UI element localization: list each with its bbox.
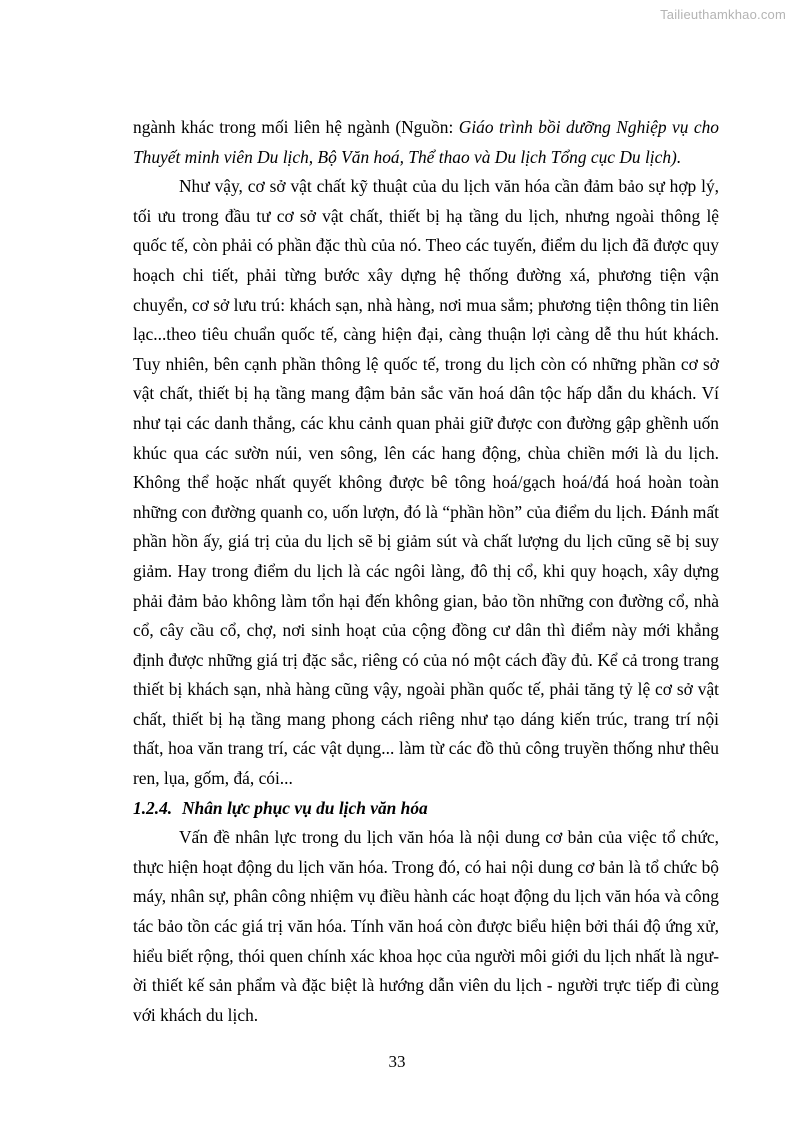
paragraph-human-resources <box>133 823 719 1030</box>
section-heading <box>133 794 719 824</box>
para2-line: phải đảm bảo không làm tổn hại đến không gian, bảo tồn những con đường cổ, nhà <box>133 590 719 611</box>
paragraph-infrastructure <box>133 172 719 793</box>
para2-line: phần hồn ấy, giá trị của du lịch sẽ bị giảm sút và chất lượng du lịch cũng sẽ bị suy <box>133 531 719 552</box>
para2-line: ren, lụa, gốm, đá, cói... <box>133 768 293 789</box>
para2-line: như tại các danh thắng, các khu cảnh quan phải giữ được con đường gập ghềnh uốn <box>133 412 719 433</box>
para3-line: với khách du lịch. <box>133 1004 259 1025</box>
para3-line: máy, nhân sự, phân công nhiệm vụ điều hành các hoạt động du lịch văn hóa và công <box>133 886 719 907</box>
para2-line: cổ, cây cầu cổ, chợ, nơi sinh hoạt của cộng đồng cư dân thì điểm này mới khẳng <box>133 620 719 641</box>
para3-line: thực hiện hoạt động du lịch văn hóa. Trong đó, có hai nội dung cơ bản là tổ chức bộ <box>133 856 719 877</box>
watermark: Tailieuthamkhao.com <box>660 7 786 22</box>
para3-line: ời thiết kế sản phẩm và đặc biệt là hướng dẫn viên du lịch - người trực tiếp đi cùng <box>133 975 719 996</box>
page-number: 33 <box>388 1052 406 1071</box>
para3-line: tác bảo tồn các giá trị văn hóa. Tính văn hoá còn được biểu hiện bởi thái độ ứng xử, <box>133 916 719 937</box>
para2-line: hoạch chi tiết, phải từng bước xây dựng hệ thống đường xá, phương tiện vận <box>133 264 719 285</box>
para2-line: vật chất, thiết bị hạ tầng mang đậm bản sắc văn hoá dân tộc hấp dẫn du khách. Ví <box>133 383 719 404</box>
para2-line: Tuy nhiên, bên cạnh phần thông lệ quốc tế, trong du lịch còn có những phần cơ sở <box>133 353 719 374</box>
para2-line: chuyển, cơ sở lưu trú: khách sạn, nhà hàng, nơi mua sắm; phương tiện thông tin liên <box>133 294 719 315</box>
para2-line: chất, thiết bị hạ tầng mang phong cách riêng như tạo dáng kiến trúc, trang trí nội <box>133 708 719 729</box>
para2-line: tối ưu trong đầu tư cơ sở vật chất, thiết bị hạ tầng du lịch, nhưng ngoài thông lệ <box>133 205 719 226</box>
para2-line: định được những giá trị đặc sắc, riêng có của nó một cách đầy đủ. Kể cả trong trang <box>133 649 719 670</box>
para3-line: Vấn đề nhân lực trong du lịch văn hóa là nội dung cơ bản của việc tổ chức, <box>179 827 719 848</box>
section-title: Nhân lực phục vụ du lịch văn hóa <box>182 797 428 818</box>
document-body <box>133 113 719 1030</box>
para1-line1 <box>133 113 719 143</box>
para1-line1-plain: ngành khác trong mối liên hệ ngành (Nguồn: <box>133 117 459 137</box>
para2-line: thiết bị khách sạn, nhà hàng cũng vậy, ngoài phần quốc tế, phải tăng tỷ lệ cơ sở vật <box>133 679 719 700</box>
para1-line2: Thuyết minh viên Du lịch, Bộ Văn hoá, Thể thao và Du lịch Tổng cục Du lịch). <box>133 146 682 167</box>
para1-line1-italic: Giáo trình bồi dưỡng Nghiệp vụ cho <box>458 117 719 137</box>
para2-line: khúc qua các sườn núi, ven sông, lên các hang động, chùa chiền mới là du lịch. <box>133 442 719 463</box>
para2-line: quốc tế, còn phải có phần đặc thù của nó. Theo các tuyến, điểm du lịch đã được quy <box>133 235 719 256</box>
para2-line: lạc...theo tiêu chuẩn quốc tế, càng hiện đại, càng thuận lợi càng dễ thu hút khách. <box>133 324 719 345</box>
para2-line: giảm. Hay trong điểm du lịch là các ngôi làng, đô thị cổ, khi quy hoạch, xây dựng <box>133 560 719 581</box>
para2-line: Như vậy, cơ sở vật chất kỹ thuật của du lịch văn hóa cần đảm bảo sự hợp lý, <box>179 176 719 197</box>
para2-line: những con đường quanh co, uốn lượn, đó là “phần hồn” của điểm du lịch. Đánh mất <box>133 501 719 522</box>
section-number: 1.2.4. <box>133 797 173 818</box>
para2-line: thất, hoa văn trang trí, các vật dụng... làm từ các đồ thủ công truyền thống như thêu <box>133 738 719 759</box>
para3-line: hiểu biết rộng, thói quen chính xác khoa học của người môi giới du lịch nhất là ngư- <box>133 945 719 966</box>
para2-line: Không thể hoặc nhất quyết không được bê tông hoá/gạch hoá/đá hoá hoàn toàn <box>133 472 719 493</box>
